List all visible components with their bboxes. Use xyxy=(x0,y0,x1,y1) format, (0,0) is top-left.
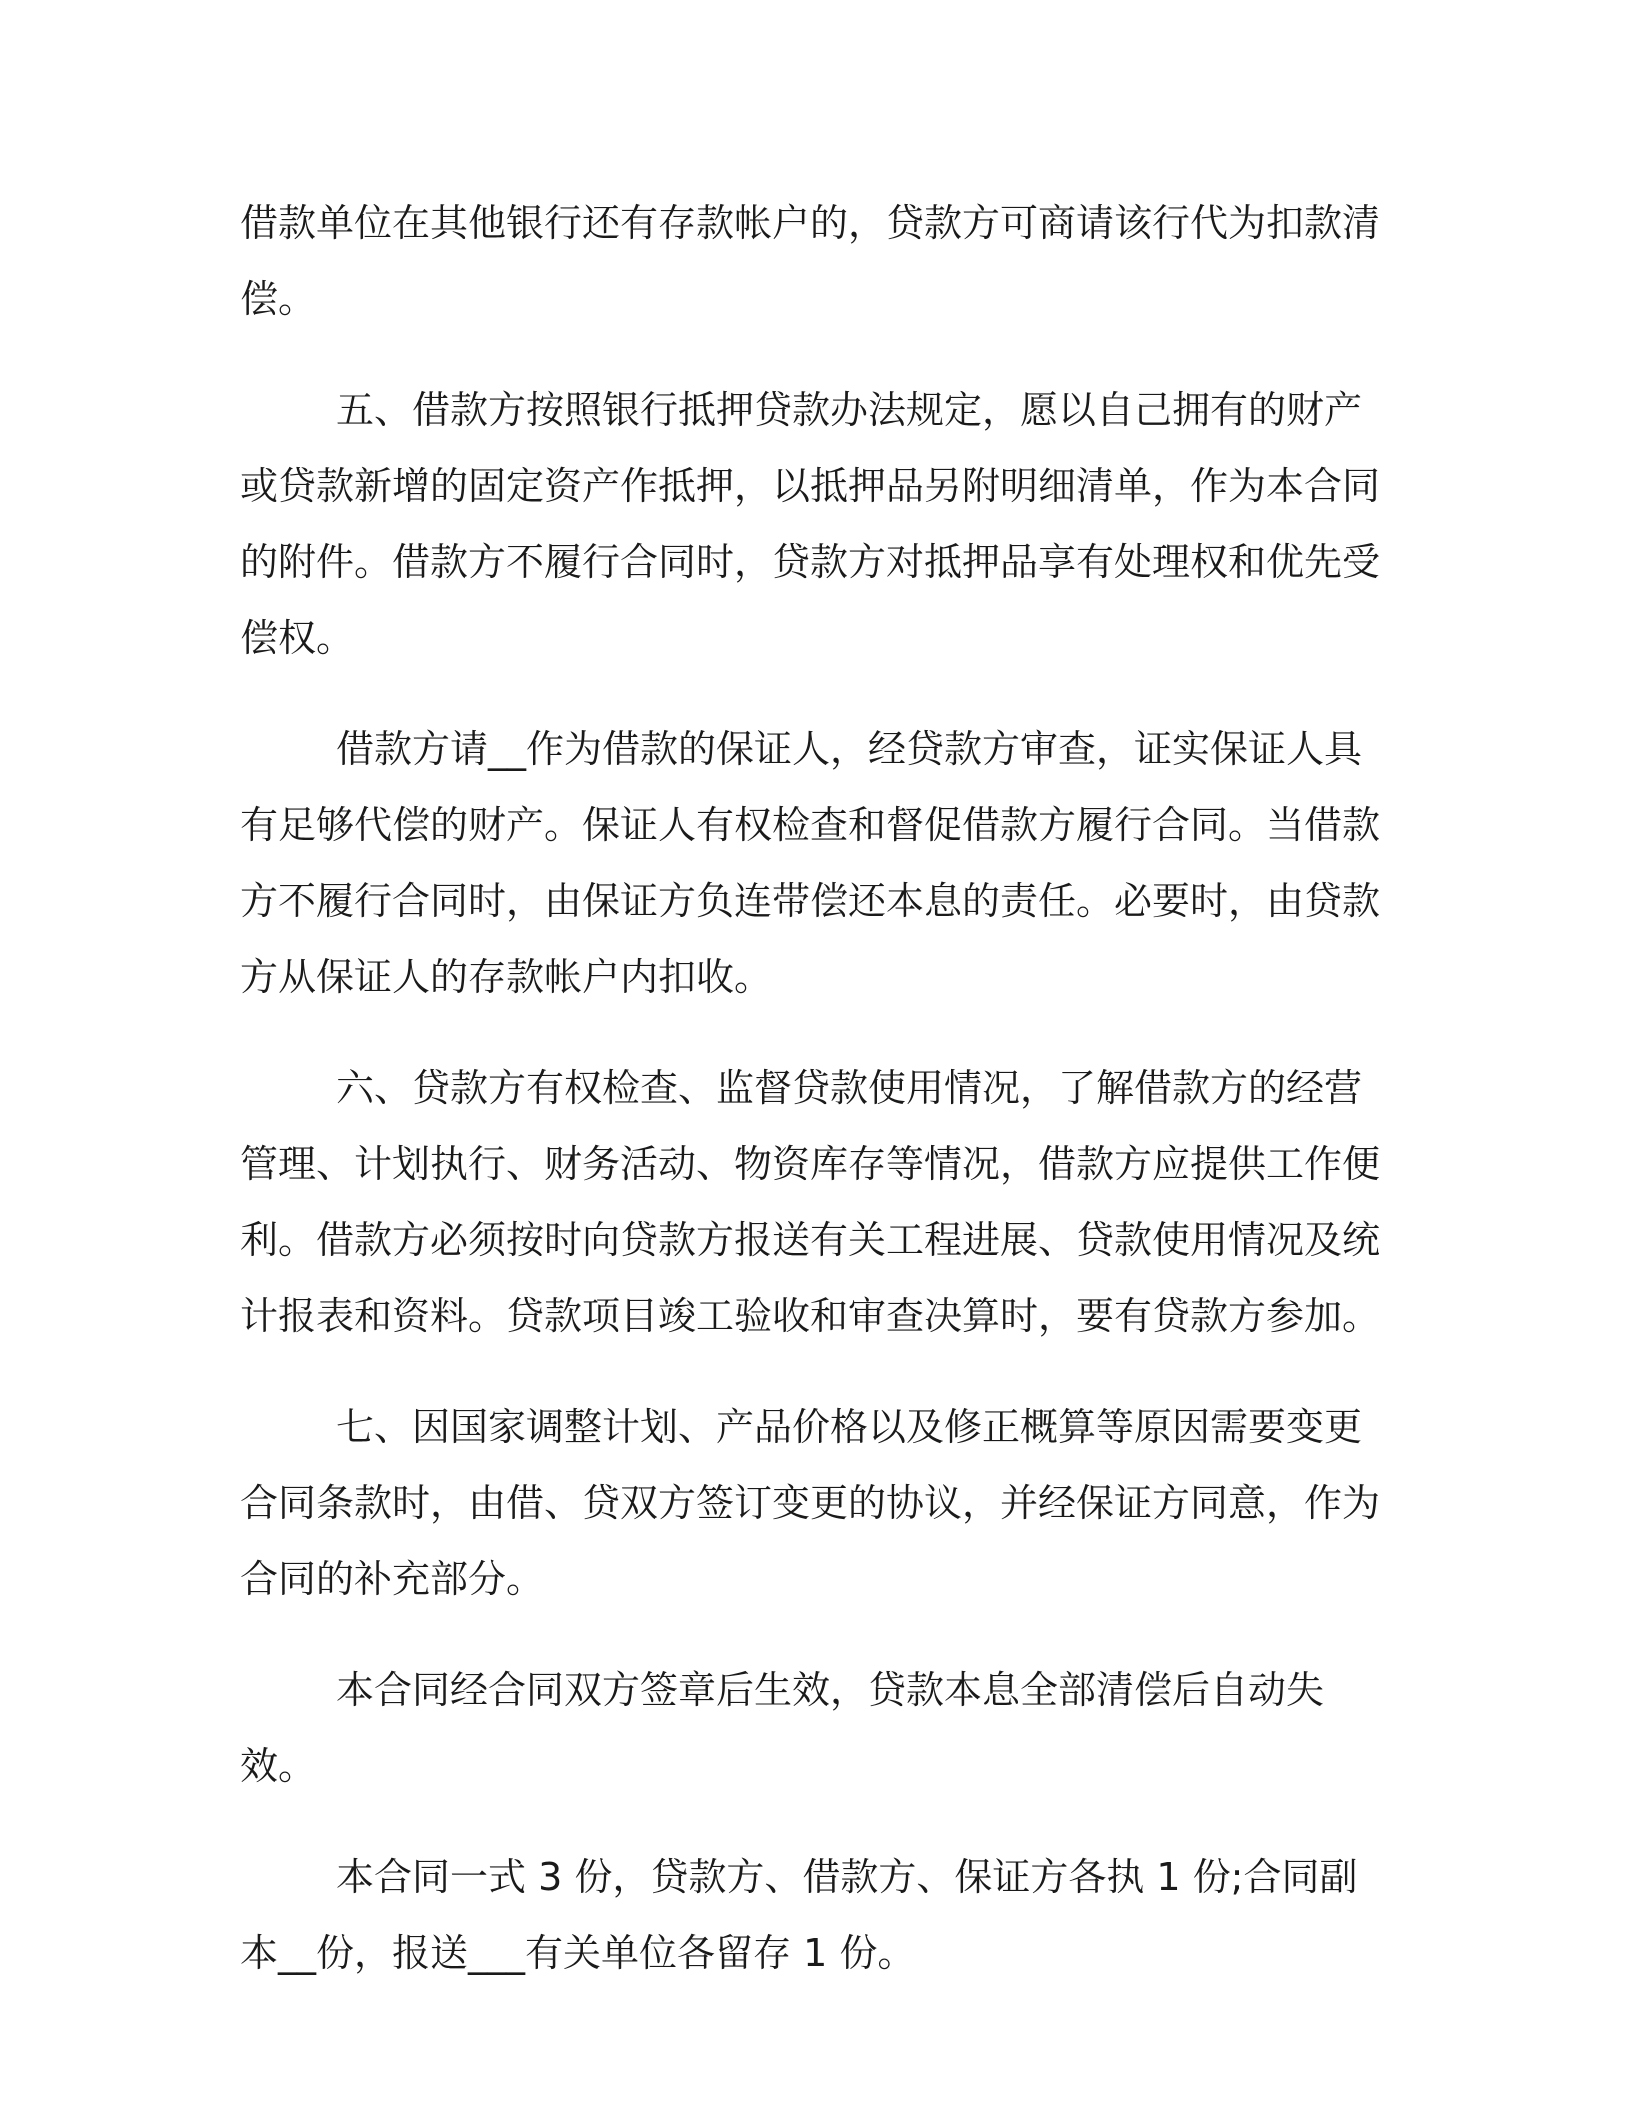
document-body xyxy=(240,185,1392,1991)
paragraph-repayment-other-bank: 借款单位在其他银行还有存款帐户的，贷款方可商请该行代为扣款清偿。 xyxy=(240,201,1381,321)
paragraph-guarantor: 借款方请__作为借款的保证人，经贷款方审查，证实保证人具有足够代偿的财产。保证人有权检查和督促借款方履行合同。当借款方不履行合同时，由保证方负连带偿还本息的责任。必要时，由贷款方从保证人的存款帐户内扣收。 xyxy=(240,727,1381,999)
paragraph-effectiveness: 本合同经合同双方签章后生效，贷款本息全部清偿后自动失效。 xyxy=(240,1668,1325,1788)
paragraph-clause-seven-amendment: 七、因国家调整计划、产品价格以及修正概算等原因需要变更合同条款时，由借、贷双方签订变更的协议，并经保证方同意，作为合同的补充部分。 xyxy=(240,1405,1381,1601)
paragraph-clause-six-inspection: 六、贷款方有权检查、监督贷款使用情况，了解借款方的经营管理、计划执行、财务活动、物资库存等情况，借款方应提供工作便利。借款方必须按时向贷款方报送有关工程进展、贷款使用情况及统计报表和资料。贷款项目竣工验收和审查决算时，要有贷款方参加。 xyxy=(240,1066,1381,1338)
paragraph-clause-five-collateral: 五、借款方按照银行抵押贷款办法规定，愿以自己拥有的财产或贷款新增的固定资产作抵押，以抵押品另附明细清单，作为本合同的附件。借款方不履行合同时，贷款方对抵押品享有处理权和优先受偿权。 xyxy=(240,388,1381,660)
paragraph-copies: 本合同一式 3 份，贷款方、借款方、保证方各执 1 份;合同副本__份，报送___有关单位各留存 1 份。 xyxy=(240,1855,1358,1975)
